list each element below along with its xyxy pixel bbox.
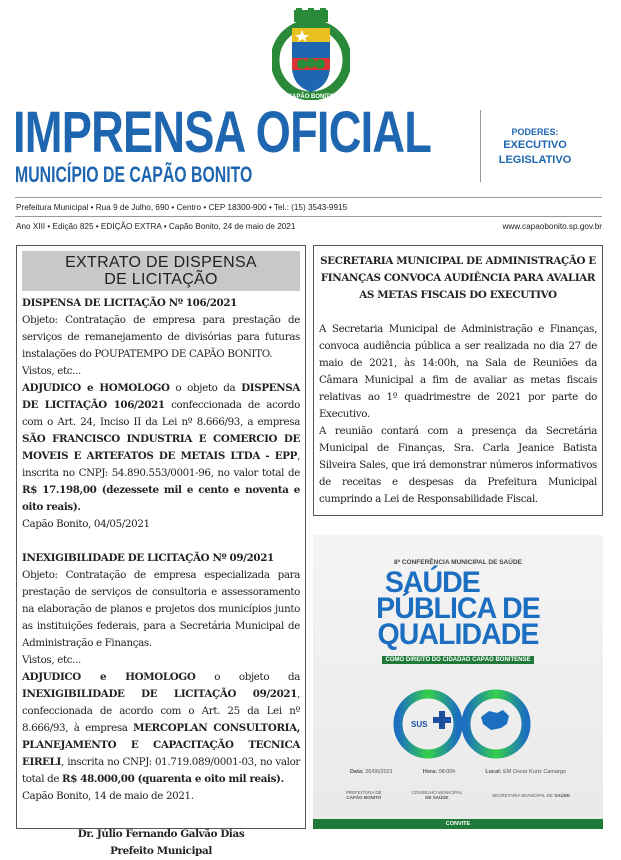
article-paragraph [22,380,300,516]
text-run: Capão Bonito, 14 de maio de 2021. [22,790,194,802]
svg-text:SUS: SUS [411,720,428,729]
text-run: ADJUDICO e HOMOLOGO [22,382,170,394]
article-title-line1: EXTRATO DE DISPENSA [65,254,257,271]
text-run: INEXIGIBILIDADE DE LICITAÇÃO 09/2021 [22,688,298,700]
sus-infinity-icon [393,687,533,762]
municipal-coat-of-arms-logo [272,8,350,100]
poster-time: Hora: 08:00h [422,769,456,775]
text-run: o objeto da [195,671,300,683]
text-run: Capão Bonito, 04/05/2021 [22,518,150,530]
article-body [17,295,305,822]
divider [15,197,602,198]
article-paragraph [22,669,300,788]
power-legislative: LEGISLATIVO [498,154,572,166]
poster-headline-3: QUALIDADE [377,618,539,651]
text-run: Objeto: Contratação de empresa para prestação de serviços de remanejamento de divisórias para futuras instalações do POUPATEMPO DE CAPÃO BONITO. [22,314,300,360]
newspaper-title: IMPRENSA OFICIAL [13,100,432,165]
poster-place: Local: EM Oscar Kurtz Camargo [485,769,567,775]
text-run: , confeccionada de acordo com o Art. 25 da Lei nº 8.666/93, à empresa [22,688,300,734]
poster-ribbon: COMO DIREITO DO CIDADÃO CAPÃO BONITENSE [382,656,535,664]
text-run: SÃO FRANCISCO INDUSTRIA E COMERCIO DE MOVEIS E ARTEFATOS DE METAIS LTDA - EPP [22,433,300,462]
municipality-name: MUNICÍPIO DE CAPÃO BONITO [15,162,253,187]
text-run: ADJUDICO e HOMOLOGO [22,671,196,683]
header-divider [480,110,481,182]
text-run: Objeto: Contratação de empresa especializada para prestação de serviços de consultoria e assessoramento na elaboração de planos e projetos dos municípios junto as instituições federais, para a Secretária Municipal de Administração e Finanças. [22,569,300,649]
audiencia-article [313,245,603,516]
power-executive: EXECUTIVO [503,139,567,151]
article-paragraph: A Secretaria Municipal de Administração e Finanças, convoca audiência pública a ser realizada no dia 27 de maio de 2021, às 14:00h, na Sala de Reuniões da Câmara Municipal a fim de avaliar as metas fiscais relativas ao 1º quadrimestre de 2021 por parte do Executivo. [319,323,597,420]
text-run: R$ 48.000,00 (quarenta e oito mil reais). [62,773,284,785]
poster-logo-prefeitura: PREFEITURA DE CAPÃO BONITO [345,790,382,800]
signature-name: Dr. Júlio Fernando Galvão Dias [77,828,245,840]
paragraph-gap [22,805,300,822]
poster-headline-2: PÚBLICA DE [376,592,540,625]
article-paragraph [22,788,300,805]
article-paragraph [22,652,300,669]
article-title-bar [22,251,300,291]
article-paragraph [22,567,300,652]
text-run: DISPENSA DE LICITAÇÃO Nº 106/2021 [22,297,237,309]
signature-role: Prefeito Municipal [110,845,212,857]
text-run: MERCOPLAN CONSULTORIA, PLANEJAMENTO E CAPACITAÇÃO TECNICA EIRELI [22,722,301,768]
article-paragraph [22,312,300,363]
article-paragraph [22,295,300,312]
article-heading: SECRETARIA MUNICIPAL DE ADMINISTRAÇÃO E FINANÇAS CONVOCA AUDIÊNCIA PARA AVALIAR AS METAS FISCAIS DO EXECUTIVO [320,255,596,301]
website-link[interactable]: www.capaobonito.sp.gov.br [502,222,602,231]
article-paragraph [22,516,300,533]
article-paragraph: A reunião contará com a presença da Secretária Municipal de Finanças, Sra. Carla Jeanice Batista Silveira Sales, que irá demonstrar números informativos de receitas e despesas da Prefeitura Municipal cumprindo a Lei de Responsabilidade Fiscal. [319,425,597,505]
text-run: , inscrita no CNPJ: 01.719.089/0001-03, no valor total de [22,756,300,785]
text-run: DISPENSA DE LICITAÇÃO 106/2021 [22,382,300,411]
text-run: confeccionada de acordo com o Art. 24, Inciso II da Lei nº 8.666/93, a empresa [22,399,301,428]
article-paragraph [22,363,300,380]
article-title-line2: DE LICITAÇÃO [104,271,218,288]
dispensa-licitacao-article [16,245,306,857]
powers-block [495,126,575,168]
poster-logo-secretaria: SECRETARIA MUNICIPAL DE SAÚDE [492,792,571,798]
text-run: o objeto da [169,382,242,394]
poster-headline-1: SAÚDE [384,566,480,599]
text-run: Vistos, etc... [22,365,81,377]
svg-text:CAPÃO BONITO: CAPÃO BONITO [287,94,335,100]
edition-line: Ano XIII • Edição 825 • EDIÇÃO EXTRA • Capão Bonito, 24 de maio de 2021 [16,222,296,231]
poster-footer: CONVITE [313,819,603,829]
article-paragraph [22,550,300,567]
poster-kicker: 8ª CONFERÊNCIA MUNICIPAL DE SAÚDE [394,559,522,566]
health-conference-poster [313,535,603,829]
text-run: , inscrita no CNPJ: 54.890.553/0001-96, no valor total de [22,450,300,479]
text-run: Vistos, etc... [22,654,81,666]
powers-label: PODERES: [511,127,559,137]
divider [15,216,602,217]
poster-logo-conselho: CONSELHO MUNICIPAL DE SAÚDE [411,790,463,800]
paragraph-gap [22,533,300,550]
address-line: Prefeitura Municipal • Rua 9 de Julho, 690 • Centro • CEP 18300-900 • Tel.: (15) 3543-9915 [16,203,348,212]
poster-date: Data: 26/06/2021 [349,769,393,775]
text-run: INEXIGIBILIDADE DE LICITAÇÃO Nº 09/2021 [22,552,274,564]
text-run: R$ 17.198,00 (dezessete mil e cento e noventa e oito reais). [22,484,300,513]
